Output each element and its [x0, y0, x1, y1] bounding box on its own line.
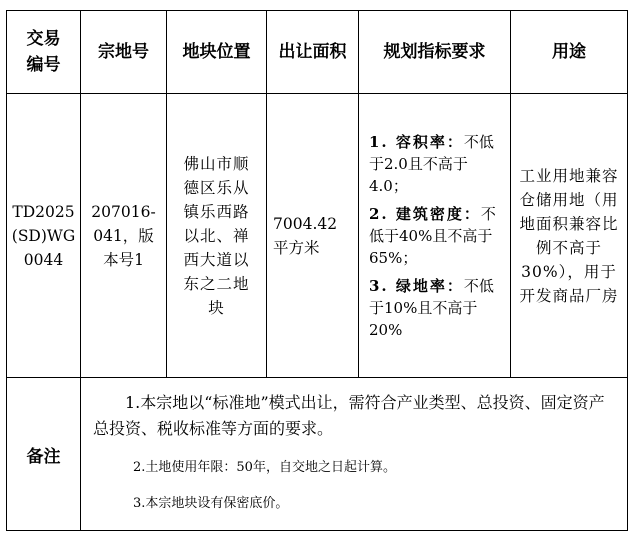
requirement-text: 不低于10%且不高于20%	[369, 276, 494, 339]
notes-cell	[81, 378, 628, 531]
requirement-item	[369, 131, 504, 197]
requirement-text: 不低于40%且不高于65%；	[369, 204, 496, 267]
header-row	[7, 11, 628, 94]
requirement-text: 不低于2.0且不高于4.0；	[369, 132, 494, 195]
header-usage: 用途	[511, 11, 628, 94]
notes-label: 备注	[7, 378, 81, 531]
header-area: 出让面积	[267, 11, 359, 94]
requirement-item	[369, 275, 504, 341]
note-item: 3.本宗地块设有保密底价。	[133, 496, 289, 511]
header-trade-id: 交易编号	[7, 11, 81, 94]
parcel-no-cell: 207016-041，版本号1	[81, 94, 167, 378]
note-item: 1.本宗地以“标准地”模式出让，需符合产业类型、总投资、固定资产总投资、税收标准等方面的要求。	[93, 393, 605, 438]
requirement-item	[369, 203, 504, 269]
header-parcel-no: 宗地号	[81, 11, 167, 94]
header-location: 地块位置	[167, 11, 267, 94]
requirement-title: 2. 建筑密度：	[369, 204, 481, 223]
area-cell: 7004.42平方米	[267, 94, 359, 378]
requirement-title: 3. 绿地率：	[369, 276, 464, 295]
usage-cell: 工业用地兼容仓储用地（用地面积兼容比例不高于30%），用于开发商品厂房	[511, 94, 628, 378]
note-item: 2.土地使用年限：50年，自交地之日起计算。	[133, 460, 396, 475]
location-cell: 佛山市顺德区乐从镇乐西路以北、禅西大道以东之二地块	[167, 94, 267, 378]
land-transfer-table	[6, 10, 628, 531]
trade-id-cell: TD2025(SD)WG0044	[7, 94, 81, 378]
notes-row	[7, 378, 628, 531]
requirements-cell	[359, 94, 511, 378]
requirement-title: 1. 容积率：	[369, 132, 464, 151]
table-row	[7, 94, 628, 378]
header-requirements: 规划指标要求	[359, 11, 511, 94]
